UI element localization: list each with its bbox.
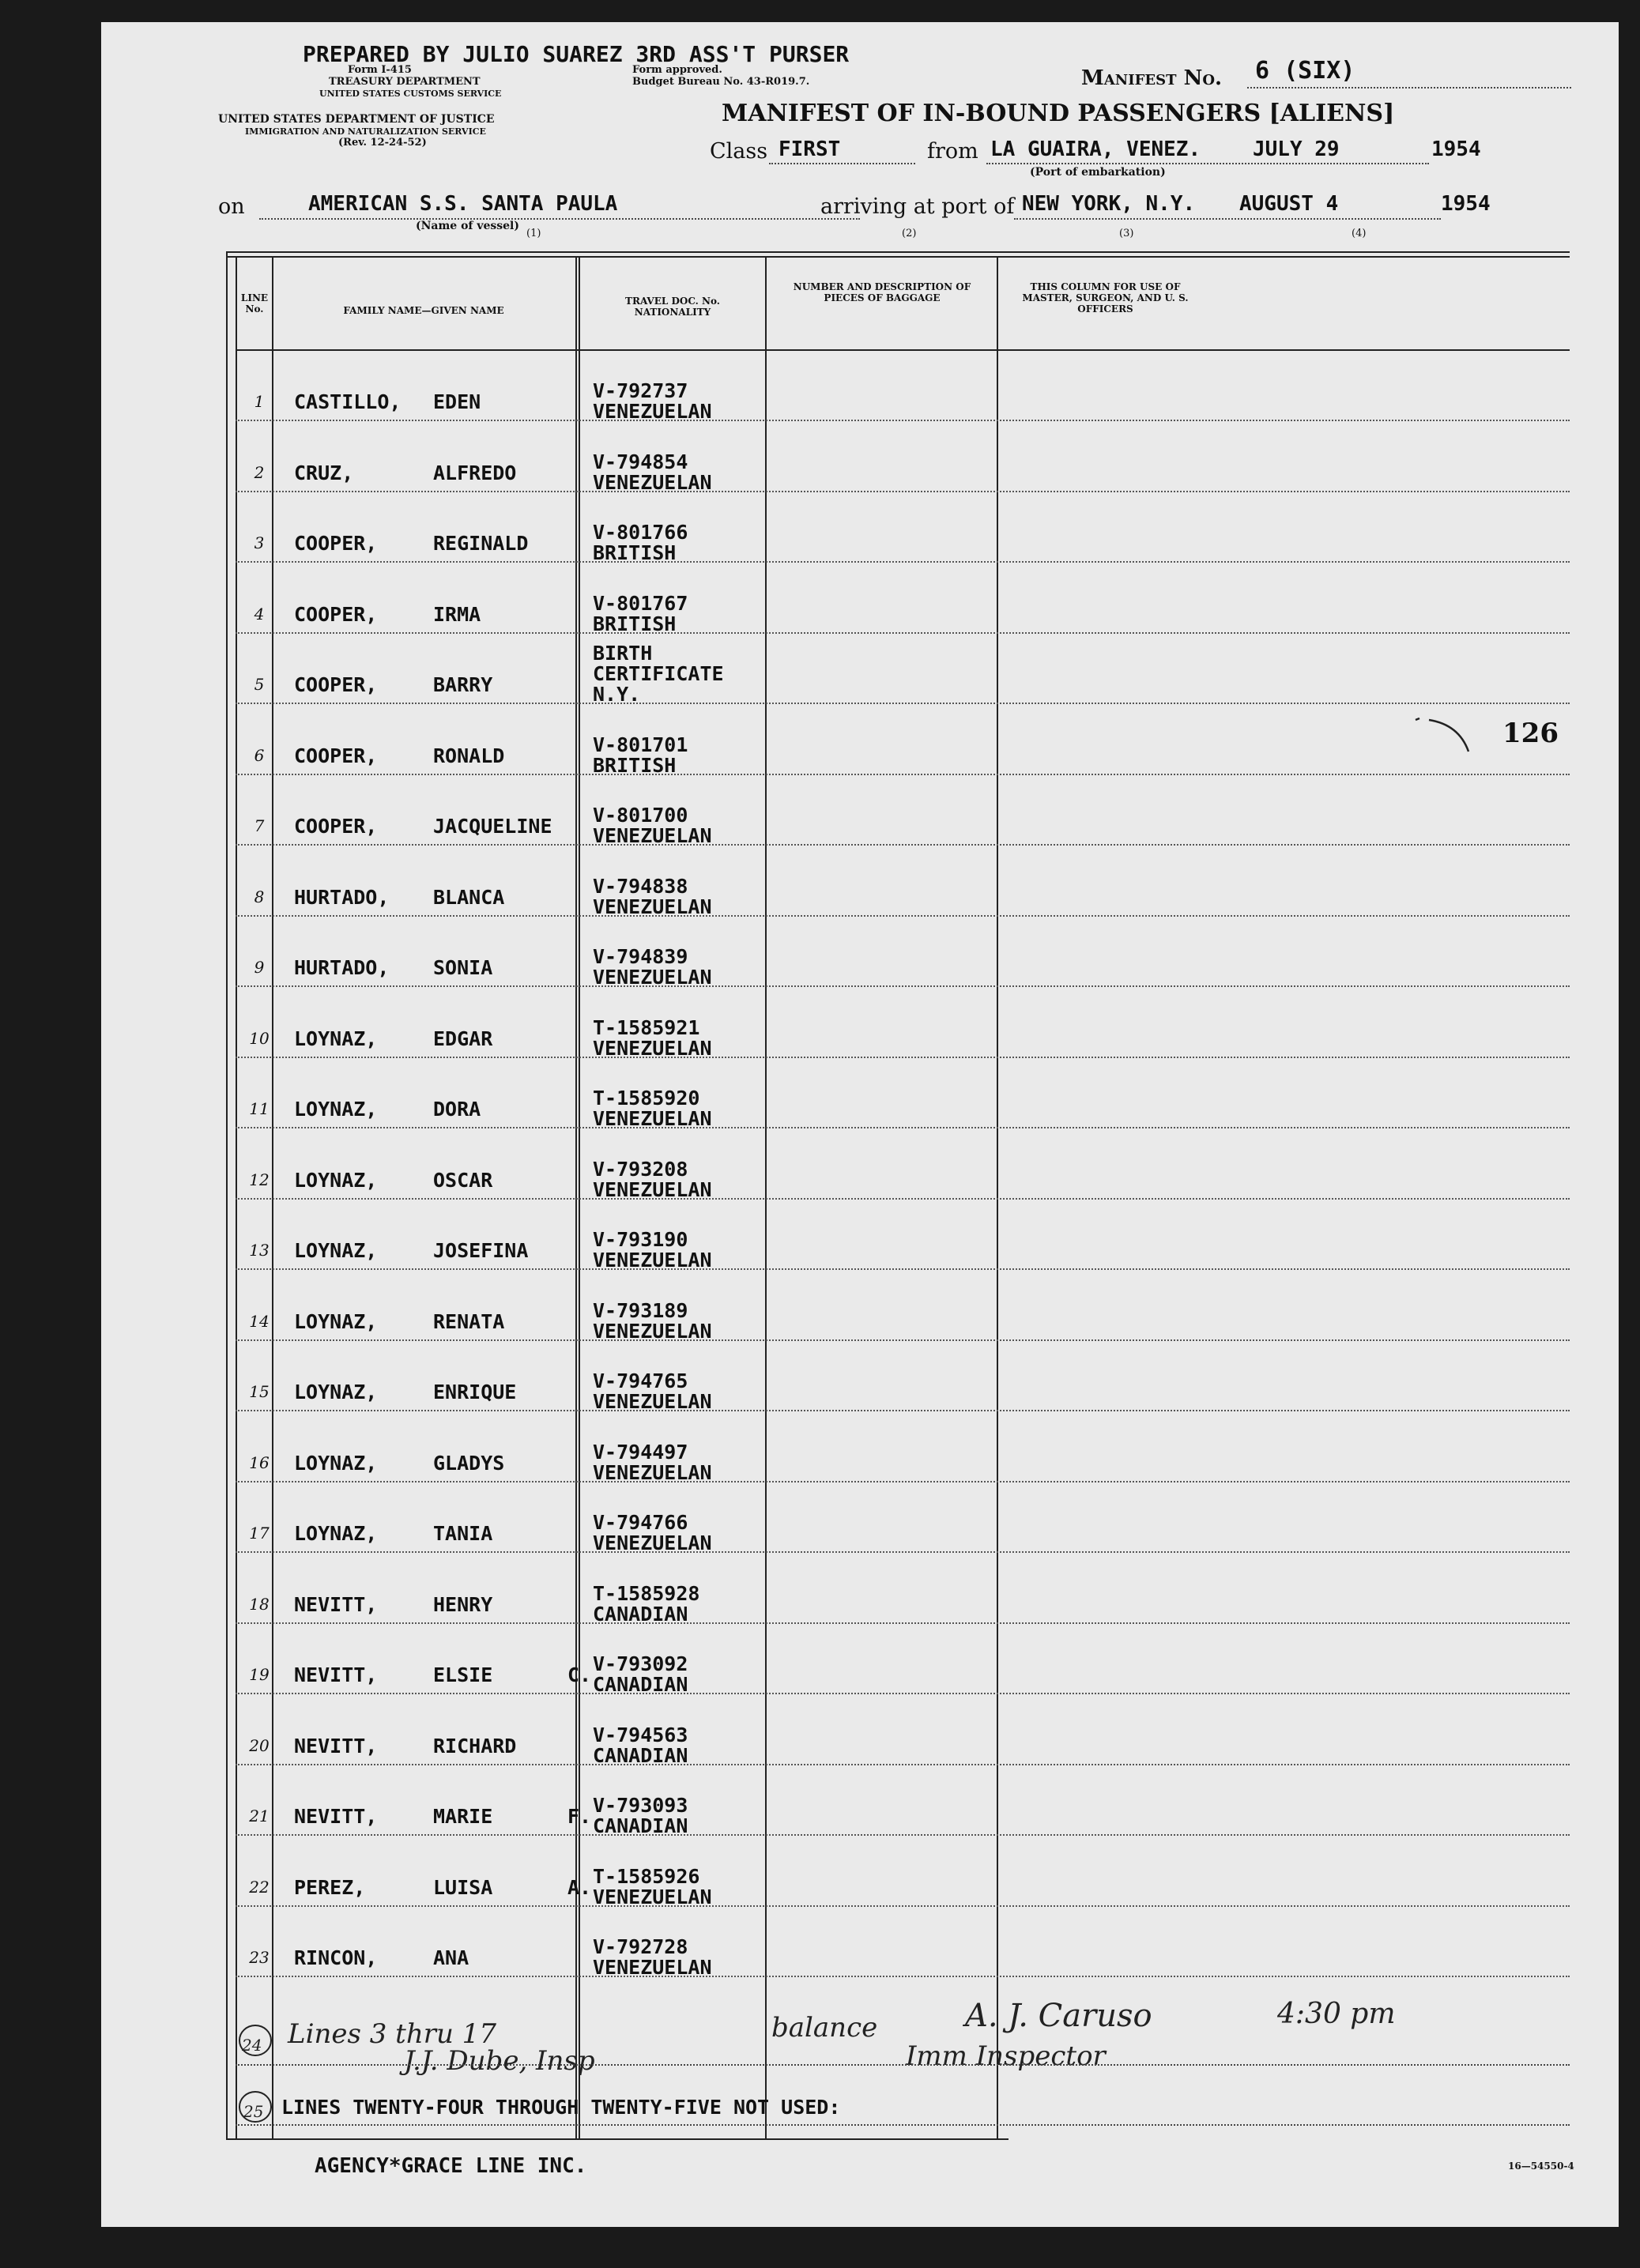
- handwritten-balance: balance: [771, 2012, 878, 2044]
- line-number: 23: [249, 1948, 270, 1967]
- arriving-label: arriving at port of: [820, 194, 1015, 219]
- nationality: VENEZUELAN: [593, 470, 712, 494]
- handwritten-time: 4:30 pm: [1277, 1998, 1396, 2030]
- middle-initial: A.: [567, 1875, 592, 1899]
- given-name: LUISA: [433, 1875, 493, 1899]
- col-caption-2: (2): [902, 228, 917, 239]
- treasury-dept: TREASURY DEPARTMENT: [329, 76, 481, 88]
- family-name: LOYNAZ,: [294, 1451, 378, 1475]
- nationality: VENEZUELAN: [593, 1036, 712, 1060]
- nationality: CANADIAN: [593, 1814, 688, 1837]
- table-row: [236, 1341, 1570, 1411]
- class-label: Class: [710, 139, 768, 164]
- embark-port: LA GUAIRA, VENEZ.: [990, 138, 1201, 161]
- line-number: 12: [249, 1170, 270, 1189]
- family-name: NEVITT,: [294, 1663, 378, 1686]
- handwritten-lines-note: Lines 3 thru 17: [288, 2018, 496, 2050]
- col-head-line: LINE No.: [240, 292, 269, 315]
- given-name: JACQUELINE: [433, 815, 552, 838]
- line-number: 4: [254, 604, 265, 624]
- line-number: 16: [249, 1452, 270, 1472]
- nationality: VENEZUELAN: [593, 1531, 712, 1554]
- family-name: LOYNAZ,: [294, 1239, 378, 1262]
- manifest-page: [101, 22, 1619, 2227]
- travel-doc-line-2: V-794563: [593, 1723, 688, 1746]
- table-row: [236, 988, 1570, 1058]
- given-name: HENRY: [433, 1592, 493, 1616]
- family-name: NEVITT,: [294, 1734, 378, 1758]
- table-row: [236, 351, 1570, 421]
- nationality: VENEZUELAN: [593, 1460, 712, 1484]
- table-row: [236, 422, 1570, 492]
- nationality: CANADIAN: [593, 1602, 688, 1626]
- line-number: 13: [249, 1241, 270, 1260]
- line-25-circle: [237, 2088, 273, 2124]
- nationality: CANADIAN: [593, 1673, 688, 1696]
- travel-doc-line-2: V-794497: [593, 1440, 688, 1464]
- family-name: CASTILLO,: [294, 390, 402, 413]
- travel-doc-line-2: V-794766: [593, 1511, 688, 1534]
- line-number: 22: [249, 1877, 270, 1897]
- given-name: ALFREDO: [433, 461, 517, 484]
- table-row: [236, 563, 1570, 634]
- given-name: EDGAR: [433, 1027, 493, 1050]
- travel-doc-line-2: V-792728: [593, 1935, 688, 1958]
- arrival-year: 1954: [1441, 192, 1491, 216]
- nationality: BRITISH: [593, 612, 677, 635]
- justice-dept: UNITED STATES DEPARTMENT OF JUSTICE: [218, 113, 495, 126]
- middle-initial: F.: [567, 1805, 592, 1828]
- passenger-table: [226, 251, 1570, 2140]
- form-number: Form I-415: [348, 64, 412, 76]
- col-head-doc: TRAVEL DOC. No. NATIONALITY: [625, 296, 720, 318]
- embark-date: JULY 29: [1253, 138, 1340, 161]
- family-name: RINCON,: [294, 1946, 378, 1969]
- line-number: 20: [249, 1735, 270, 1755]
- given-name: SONIA: [433, 956, 493, 979]
- line-number: 11: [249, 1099, 270, 1118]
- line-number: 15: [249, 1382, 270, 1401]
- family-name: LOYNAZ,: [294, 1309, 378, 1333]
- nationality: VENEZUELAN: [593, 1885, 712, 1908]
- line-number: 7: [254, 816, 265, 835]
- col-caption-1: (1): [526, 228, 541, 239]
- table-row: [236, 1482, 1570, 1553]
- travel-doc-line-2: V-793093: [593, 1794, 688, 1817]
- given-name: RONALD: [433, 744, 505, 767]
- line-number: 14: [249, 1311, 270, 1331]
- line-number: 5: [254, 675, 265, 694]
- given-name: EDEN: [433, 390, 481, 413]
- family-name: LOYNAZ,: [294, 1098, 378, 1121]
- family-name: COOPER,: [294, 532, 378, 555]
- arrival-port: NEW YORK, N.Y.: [1022, 192, 1196, 216]
- given-name: ANA: [433, 1946, 469, 1969]
- line-number: 17: [249, 1524, 270, 1543]
- form-approved: Form approved.: [632, 64, 722, 76]
- travel-doc-line-2: V-801767: [593, 591, 688, 615]
- travel-doc-line-2: V-793189: [593, 1298, 688, 1322]
- col-caption-3: (3): [1119, 228, 1134, 239]
- family-name: COOPER,: [294, 744, 378, 767]
- nationality: VENEZUELAN: [593, 1390, 712, 1413]
- given-name: DORA: [433, 1098, 481, 1121]
- travel-doc-line-2: V-794765: [593, 1369, 688, 1392]
- travel-doc-line-2: T-1585921: [593, 1015, 700, 1039]
- nationality: CANADIAN: [593, 1743, 688, 1767]
- given-name: RENATA: [433, 1309, 505, 1333]
- travel-doc-line-2: T-1585928: [593, 1581, 700, 1605]
- line-number: 10: [249, 1028, 270, 1048]
- travel-doc-line-2: V-794838: [593, 874, 688, 898]
- line-number: 1: [254, 392, 265, 411]
- nationality: VENEZUELAN: [593, 400, 712, 423]
- given-name: GLADYS: [433, 1451, 505, 1475]
- table-row: [236, 634, 1570, 704]
- form-code: 16—54550-4: [1508, 2161, 1574, 2172]
- given-name: TANIA: [433, 1522, 493, 1545]
- given-name: ELSIE: [433, 1663, 493, 1686]
- col-head-officers: THIS COLUMN FOR USE OF MASTER, SURGEON, AND U. S. OFFICERS: [1022, 281, 1189, 315]
- travel-doc-line-2: V-794839: [593, 945, 688, 968]
- nationality: VENEZUELAN: [593, 1249, 712, 1272]
- agency-line: AGENCY*GRACE LINE INC.: [315, 2154, 587, 2178]
- nationality: VENEZUELAN: [593, 1107, 712, 1130]
- table-row: [236, 1837, 1570, 1907]
- line-24-circle: [237, 2021, 273, 2058]
- family-name: NEVITT,: [294, 1805, 378, 1828]
- given-name: OSCAR: [433, 1168, 493, 1192]
- middle-initial: C.: [567, 1663, 592, 1686]
- nationality: VENEZUELAN: [593, 1177, 712, 1201]
- form-revision: (Rev. 12-24-52): [338, 137, 427, 149]
- table-row: [236, 1907, 1570, 1977]
- officer-note-bracket: [1412, 714, 1506, 761]
- from-label: from: [927, 139, 978, 164]
- line-number: 19: [249, 1665, 270, 1684]
- given-name: BARRY: [433, 673, 493, 696]
- manifest-no-label: Manifest No.: [1081, 66, 1223, 90]
- embark-year: 1954: [1431, 138, 1481, 161]
- manifest-no-value: 6 (SIX): [1255, 57, 1355, 85]
- table-row: [236, 1271, 1570, 1341]
- passenger-rows: [236, 351, 1570, 1978]
- given-name: BLANCA: [433, 885, 505, 909]
- row-rule: [236, 1976, 1570, 1977]
- nationality: VENEZUELAN: [593, 1319, 712, 1343]
- customs-service: UNITED STATES CUSTOMS SERVICE: [319, 89, 502, 99]
- travel-doc-line-2: V-801766: [593, 521, 688, 544]
- line-number: 3: [254, 533, 265, 552]
- table-row: [236, 1200, 1570, 1270]
- handwritten-signature-inspector: J.J. Dube, Insp: [404, 2045, 595, 2077]
- family-name: CRUZ,: [294, 461, 354, 484]
- col-caption-4: (4): [1352, 228, 1367, 239]
- family-name: HURTADO,: [294, 885, 390, 909]
- travel-doc-line-2: V-793190: [593, 1228, 688, 1251]
- table-row: [236, 1554, 1570, 1624]
- family-name: COOPER,: [294, 815, 378, 838]
- travel-doc-line-2: V-793208: [593, 1157, 688, 1181]
- nationality: VENEZUELAN: [593, 966, 712, 989]
- table-row: [236, 775, 1570, 846]
- travel-doc-line-2: T-1585926: [593, 1864, 700, 1888]
- budget-bureau: Budget Bureau No. 43-R019.7.: [632, 76, 810, 88]
- vessel-caption: (Name of vessel): [416, 220, 519, 232]
- table-row: [236, 1695, 1570, 1765]
- table-row: [236, 846, 1570, 917]
- line-25-number: 25: [243, 2102, 264, 2121]
- travel-doc-line-2: T-1585920: [593, 1087, 700, 1110]
- family-name: LOYNAZ,: [294, 1168, 378, 1192]
- travel-doc-line-2: V-792737: [593, 379, 688, 402]
- given-name: IRMA: [433, 602, 481, 626]
- travel-doc-line-2: V-801700: [593, 804, 688, 827]
- given-name: ENRIQUE: [433, 1381, 517, 1403]
- table-row: [236, 705, 1570, 775]
- table-row: [236, 1412, 1570, 1482]
- family-name: LOYNAZ,: [294, 1381, 378, 1403]
- officer-note: 126: [1502, 718, 1559, 749]
- line-number: 9: [254, 958, 265, 977]
- not-used-note: LINES TWENTY-FOUR THROUGH TWENTY-FIVE NOT USED:: [281, 2096, 841, 2119]
- table-row: [236, 1624, 1570, 1694]
- table-row: [236, 492, 1570, 563]
- line-number: 6: [254, 745, 265, 765]
- nationality: VENEZUELAN: [593, 1956, 712, 1979]
- travel-doc-line-2: V-794854: [593, 450, 688, 473]
- nationality: VENEZUELAN: [593, 824, 712, 847]
- given-name: JOSEFINA: [433, 1239, 529, 1262]
- table-row: [236, 917, 1570, 987]
- family-name: LOYNAZ,: [294, 1027, 378, 1050]
- nationality: BRITISH: [593, 753, 677, 777]
- col-head-name: FAMILY NAME—GIVEN NAME: [343, 305, 504, 316]
- travel-doc-line-2: CERTIFICATE: [593, 662, 724, 685]
- table-row: [236, 1058, 1570, 1128]
- nationality: VENEZUELAN: [593, 895, 712, 918]
- line-number: 21: [249, 1806, 270, 1825]
- travel-doc-line-1: BIRTH: [593, 642, 653, 665]
- on-label: on: [218, 194, 245, 219]
- given-name: RICHARD: [433, 1734, 517, 1758]
- line-24-number: 24: [242, 2036, 262, 2055]
- class-value: FIRST: [779, 138, 841, 161]
- embark-caption: (Port of embarkation): [1030, 166, 1166, 179]
- line-number: 18: [249, 1594, 270, 1614]
- nationality: N.Y.: [593, 683, 641, 706]
- line-number: 8: [254, 887, 265, 906]
- family-name: COOPER,: [294, 602, 378, 626]
- family-name: PEREZ,: [294, 1875, 366, 1899]
- table-row: [236, 1765, 1570, 1836]
- nationality: BRITISH: [593, 541, 677, 564]
- travel-doc-line-2: V-793092: [593, 1652, 688, 1675]
- family-name: HURTADO,: [294, 956, 390, 979]
- handwritten-signature-caruso: A. J. Caruso: [965, 1998, 1152, 2034]
- vessel-name: AMERICAN S.S. SANTA PAULA: [308, 192, 618, 216]
- line-number: 2: [254, 462, 265, 482]
- preparer-line: PREPARED BY JULIO SUAREZ 3RD ASS'T PURSER: [303, 41, 850, 67]
- arrival-date: AUGUST 4: [1239, 192, 1339, 216]
- immigration-service: IMMIGRATION AND NATURALIZATION SERVICE: [245, 126, 486, 137]
- travel-doc-line-2: V-801701: [593, 733, 688, 756]
- family-name: NEVITT,: [294, 1592, 378, 1616]
- col-head-baggage: NUMBER AND DESCRIPTION OF PIECES OF BAGGAGE: [793, 281, 971, 303]
- table-row: [236, 1129, 1570, 1200]
- family-name: LOYNAZ,: [294, 1522, 378, 1545]
- given-name: REGINALD: [433, 532, 529, 555]
- handwritten-inspector-title: Imm Inspector: [906, 2040, 1106, 2072]
- manifest-title: MANIFEST OF IN-BOUND PASSENGERS [ALIENS]: [722, 100, 1395, 127]
- family-name: COOPER,: [294, 673, 378, 696]
- given-name: MARIE: [433, 1805, 493, 1828]
